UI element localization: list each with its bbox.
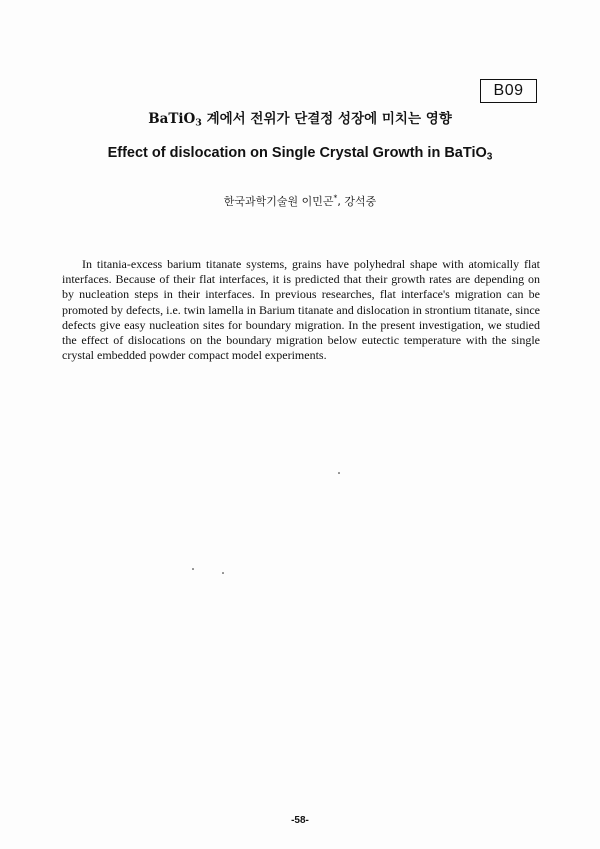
author-separator: , xyxy=(337,195,345,208)
scan-speck xyxy=(192,568,194,570)
korean-title xyxy=(0,107,600,128)
korean-title-text: 계에서 전위가 단결정 성장에 미치는 영향 xyxy=(201,111,452,127)
abstract-code-box: B09 xyxy=(480,79,537,103)
author-name: 강석중 xyxy=(344,195,377,208)
korean-title-formula: BaTiO xyxy=(148,111,196,127)
presenter-marker: * xyxy=(333,193,338,203)
scan-speck xyxy=(338,472,340,474)
page-number: -58- xyxy=(291,815,309,826)
affiliation: 한국과학기술원 xyxy=(223,195,299,208)
korean-title-subscript: 3 xyxy=(195,117,202,129)
english-title-subscript: 3 xyxy=(486,151,493,163)
english-title xyxy=(0,145,600,163)
abstract-body: In titania-excess barium titanate systems, grains have polyhedral shape with atomically flat interfaces. Because of their flat interfaces, it is predicted that their growth rates are depending on by nucleation steps in their interfaces. In previous researches, flat interface's migration can be promoted by defects, i.e. twin lamella in Barium titanate and dislocation in strontium titanate, since defects give easy nucleation sites for boundary migration. In the present investigation, we studied the effect of dislocations on the boundary migration below eutectic temperature with the single crystal embedded powder compact model experiments. xyxy=(62,257,540,363)
scan-speck xyxy=(222,572,224,574)
author-line xyxy=(0,193,600,209)
english-title-text: Effect of dislocation on Single Crystal Growth in BaTiO xyxy=(107,145,487,161)
author-name: 이민곤 xyxy=(301,195,334,208)
